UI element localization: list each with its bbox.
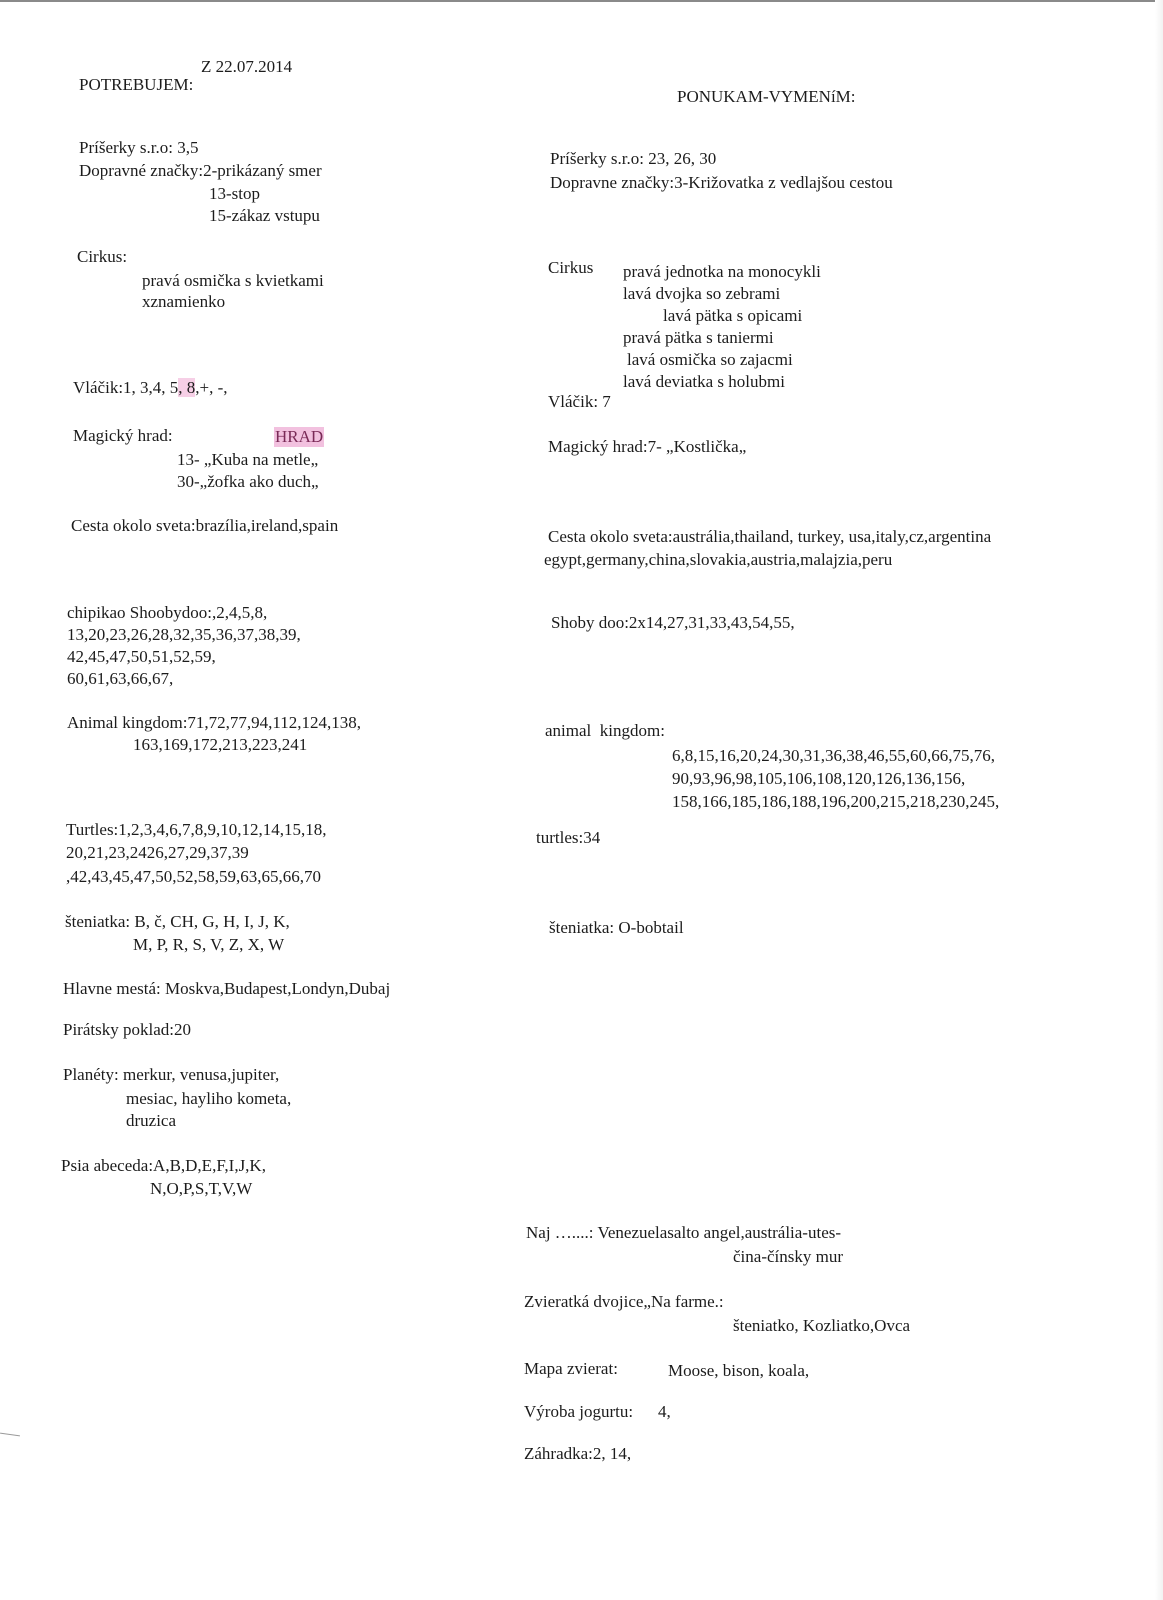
left-dopravne-line-1: Dopravné značky:2-prikázaný smer bbox=[79, 161, 322, 180]
left-psia-abeceda-line-2: N,O,P,S,T,V,W bbox=[150, 1179, 253, 1198]
left-chipikao-line-2: 13,20,23,26,28,32,35,36,37,38,39, bbox=[67, 625, 301, 644]
right-animal-line-1: 6,8,15,16,20,24,30,31,36,38,46,55,60,66,75,76, bbox=[672, 746, 995, 765]
left-steniatka-line-2: M, P, R, S, V, Z, X, W bbox=[133, 935, 285, 954]
right-cirkus-line-5: lavá osmička so zajacmi bbox=[627, 350, 793, 369]
right-cirkus-line-6: lavá deviatka s holubmi bbox=[623, 372, 785, 391]
right-cesta-line-2: egypt,germany,china,slovakia,austria,malajzia,peru bbox=[544, 550, 893, 569]
left-animal-line-2: 163,169,172,213,223,241 bbox=[133, 735, 308, 754]
right-cirkus-line-4: pravá pätka s taniermi bbox=[623, 328, 774, 347]
right-mapa-zvierat-value: Moose, bison, koala, bbox=[668, 1361, 810, 1380]
right-vyroba-jogurtu-value: 4, bbox=[658, 1402, 671, 1421]
right-priserky: Príšerky s.r.o: 23, 26, 30 bbox=[550, 149, 717, 168]
left-cirkus-line-2: xznamienko bbox=[142, 292, 226, 311]
right-animal-label: animal kingdom: bbox=[545, 721, 665, 740]
scan-top-edge bbox=[0, 0, 1163, 2]
right-zahradka: Záhradka:2, 14, bbox=[524, 1444, 632, 1463]
right-magicky-hrad: Magický hrad:7- „Kostlička„ bbox=[548, 437, 747, 456]
right-turtles: turtles:34 bbox=[536, 828, 601, 847]
right-animal-line-3: 158,166,185,186,188,196,200,215,218,230,245, bbox=[672, 792, 1000, 811]
right-cirkus-line-1: pravá jednotka na monocykli bbox=[623, 262, 821, 281]
left-chipikao-line-1: chipikao Shoobydoo:,2,4,5,8, bbox=[67, 603, 268, 622]
left-magicky-line-1: 13- „Kuba na metle„ bbox=[177, 450, 319, 469]
right-naj-line-2: čina-čínsky mur bbox=[733, 1247, 843, 1266]
left-dopravne-line-2: 13-stop bbox=[209, 184, 260, 203]
right-column-heading: PONUKAM-VYMENíM: bbox=[677, 87, 856, 106]
left-planety-line-2: mesiac, hayliho kometa, bbox=[126, 1089, 292, 1108]
left-turtles-line-2: 20,21,23,2426,27,29,37,39 bbox=[66, 843, 249, 862]
right-shoby-doo: Shoby doo:2x14,27,31,33,43,54,55, bbox=[551, 613, 795, 632]
left-magicky-line-2: 30-„žofka ako duch„ bbox=[177, 472, 319, 491]
right-cirkus-line-3: lavá pätka s opicami bbox=[663, 306, 803, 325]
left-steniatka-line-1: šteniatka: B, č, CH, G, H, I, J, K, bbox=[65, 912, 290, 931]
left-priserky: Príšerky s.r.o: 3,5 bbox=[79, 138, 199, 157]
right-cesta-line-1: Cesta okolo sveta:austrália,thailand, turkey, usa,italy,cz,argentina bbox=[548, 527, 992, 546]
left-chipikao-line-4: 60,61,63,66,67, bbox=[67, 669, 174, 688]
right-naj-line-1: Naj …....: Venezuelasalto angel,austrália-utes- bbox=[526, 1223, 842, 1242]
right-zvieratka-line-2: šteniatko, Kozliatko,Ovca bbox=[733, 1316, 911, 1335]
right-cirkus-line-2: lavá dvojka so zebrami bbox=[623, 284, 781, 303]
left-planety-line-1: Planéty: merkur, venusa,jupiter, bbox=[63, 1065, 280, 1084]
left-cirkus-line-1: pravá osmička s kvietkami bbox=[142, 271, 324, 290]
left-hlavne-mesta: Hlavne mestá: Moskva,Budapest,Londyn,Dubaj bbox=[63, 979, 391, 998]
left-animal-line-1: Animal kingdom:71,72,77,94,112,124,138, bbox=[67, 713, 362, 732]
scan-right-edge bbox=[1155, 0, 1163, 1600]
left-chipikao-line-3: 42,45,47,50,51,52,59, bbox=[67, 647, 216, 666]
left-column-heading: POTREBUJEM: bbox=[79, 75, 194, 94]
left-dopravne-line-3: 15-zákaz vstupu bbox=[209, 206, 320, 225]
left-planety-line-3: druzica bbox=[126, 1111, 177, 1130]
left-magicky-label: Magický hrad: bbox=[73, 426, 173, 445]
left-cesta: Cesta okolo sveta:brazília,ireland,spain bbox=[71, 516, 339, 535]
left-vlacik-prefix: Vláčik:1, 3,4, 5 bbox=[73, 378, 179, 397]
document-date: Z 22.07.2014 bbox=[201, 57, 293, 76]
left-cirkus-label: Cirkus: bbox=[77, 247, 128, 266]
right-zvieratka-line-1: Zvieratká dvojice„Na farme.: bbox=[524, 1292, 724, 1311]
right-steniatka: šteniatka: O-bobtail bbox=[549, 918, 684, 937]
right-mapa-zvierat-label: Mapa zvierat: bbox=[524, 1359, 618, 1378]
right-cirkus-label: Cirkus bbox=[548, 258, 594, 277]
right-dopravne: Dopravne značky:3-Križovatka z vedlajšou cestou bbox=[550, 173, 893, 192]
left-vlacik bbox=[73, 377, 228, 398]
right-vlacik: Vláčik: 7 bbox=[548, 392, 611, 411]
left-turtles-line-1: Turtles:1,2,3,4,6,7,8,9,10,12,14,15,18, bbox=[66, 820, 327, 839]
left-vlacik-highlight: , 8 bbox=[178, 378, 196, 397]
scan-speck bbox=[0, 1433, 20, 1437]
left-vlacik-suffix: ,+, -, bbox=[195, 378, 228, 397]
left-piratsky-poklad: Pirátsky poklad:20 bbox=[63, 1020, 191, 1039]
left-psia-abeceda-line-1: Psia abeceda:A,B,D,E,F,I,J,K, bbox=[61, 1156, 266, 1175]
right-animal-line-2: 90,93,96,98,105,106,108,120,126,136,156, bbox=[672, 769, 966, 788]
left-turtles-line-3: ,42,43,45,47,50,52,58,59,63,65,66,70 bbox=[66, 867, 321, 886]
left-magicky-highlight-tag: HRAD bbox=[275, 427, 324, 446]
right-vyroba-jogurtu-label: Výroba jogurtu: bbox=[524, 1402, 634, 1421]
